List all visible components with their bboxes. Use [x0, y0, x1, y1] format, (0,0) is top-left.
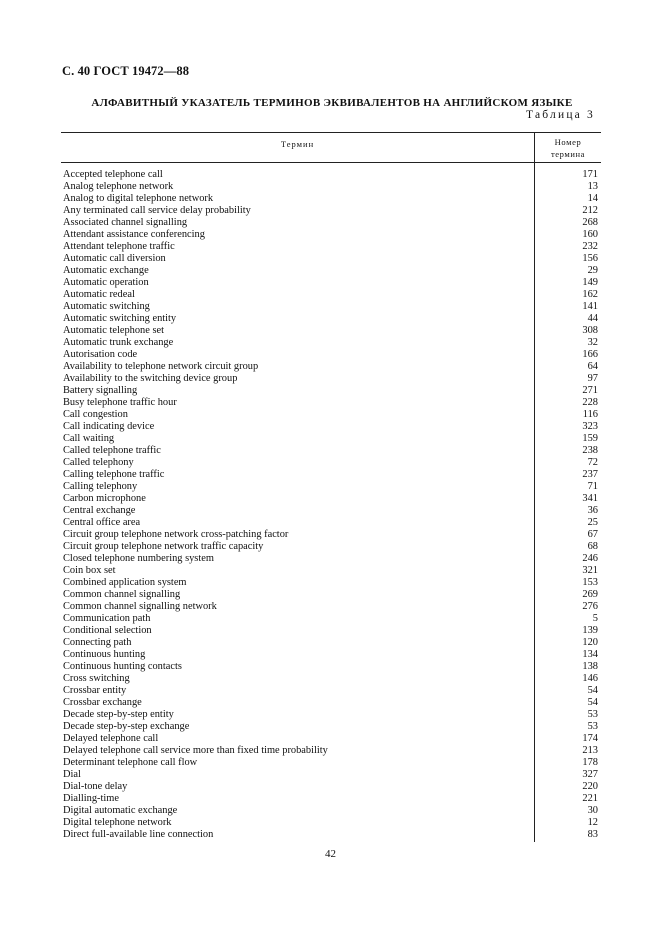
- table-row: [61, 445, 601, 457]
- term-number: 25: [587, 517, 598, 528]
- table-row: [61, 277, 601, 289]
- table-row: [61, 229, 601, 241]
- table-row: [61, 661, 601, 673]
- term-number: 44: [587, 313, 598, 324]
- table-row: [61, 745, 601, 757]
- term-text: Decade step-by-step entity: [63, 709, 174, 720]
- term-number: 160: [582, 229, 598, 240]
- term-number: 72: [587, 457, 598, 468]
- term-text: Analog telephone network: [63, 181, 174, 192]
- page-number: 42: [325, 848, 336, 860]
- term-text: Digital telephone network: [63, 817, 172, 828]
- term-text: Continuous hunting contacts: [63, 661, 182, 672]
- table-row: [61, 589, 601, 601]
- table-top-rule: [61, 132, 601, 133]
- table-row: [61, 325, 601, 337]
- term-text: Dial: [63, 769, 81, 780]
- term-text: Battery signalling: [63, 385, 138, 396]
- term-text: Continuous hunting: [63, 649, 146, 660]
- term-number: 71: [587, 481, 598, 492]
- term-text: Availability to the switching device group: [63, 373, 238, 384]
- table-row: [61, 217, 601, 229]
- term-number: 53: [587, 709, 598, 720]
- table-row: [61, 505, 601, 517]
- term-text: Determinant telephone call flow: [63, 757, 198, 768]
- term-number: 221: [582, 793, 598, 804]
- table-row: [61, 361, 601, 373]
- term-number: 120: [582, 637, 598, 648]
- table-row: [61, 625, 601, 637]
- table-row: [61, 529, 601, 541]
- term-number: 321: [582, 565, 598, 576]
- term-number: 341: [582, 493, 598, 504]
- term-number: 269: [582, 589, 598, 600]
- term-number: 327: [582, 769, 598, 780]
- term-number: 238: [582, 445, 598, 456]
- term-number: 67: [587, 529, 598, 540]
- term-text: Automatic trunk exchange: [63, 337, 174, 348]
- term-text: Central exchange: [63, 505, 136, 516]
- term-number: 64: [587, 361, 598, 372]
- term-text: Accepted telephone call: [63, 169, 163, 180]
- table-row: [61, 649, 601, 661]
- table-row: [61, 757, 601, 769]
- table-row: [61, 469, 601, 481]
- term-number: 36: [587, 505, 598, 516]
- term-number: 323: [582, 421, 598, 432]
- term-number: 97: [587, 373, 598, 384]
- term-text: Called telephone traffic: [63, 445, 161, 456]
- term-text: Crossbar exchange: [63, 697, 142, 708]
- term-number: 237: [582, 469, 598, 480]
- term-text: Attendant assistance conferencing: [63, 229, 205, 240]
- term-number: 54: [587, 685, 598, 696]
- table-row: [61, 265, 601, 277]
- table-row: [61, 733, 601, 745]
- term-number: 5: [592, 613, 598, 624]
- term-number: 213: [582, 745, 598, 756]
- term-number: 83: [587, 829, 598, 840]
- term-number: 53: [587, 721, 598, 732]
- term-text: Delayed telephone call service more than fixed time probability: [63, 745, 328, 756]
- table-header-rule: [61, 162, 601, 163]
- term-number: 116: [582, 409, 598, 420]
- term-text: Combined application system: [63, 577, 187, 588]
- term-text: Central office area: [63, 517, 141, 528]
- table-row: [61, 169, 601, 181]
- term-text: Attendant telephone traffic: [63, 241, 175, 252]
- term-text: Carbon microphone: [63, 493, 146, 504]
- table-row: [61, 493, 601, 505]
- table-row: [61, 289, 601, 301]
- term-text: Communication path: [63, 613, 151, 624]
- term-text: Associated channel signalling: [63, 217, 188, 228]
- term-number: 246: [582, 553, 598, 564]
- table-row: [61, 685, 601, 697]
- table-row: [61, 457, 601, 469]
- term-text: Analog to digital telephone network: [63, 193, 214, 204]
- index-title: АЛФАВИТНЫЙ УКАЗАТЕЛЬ ТЕРМИНОВ ЭКВИВАЛЕНТОВ НА АНГЛИЙСКОМ ЯЗЫКЕ: [91, 97, 573, 109]
- table-body: [61, 169, 601, 841]
- term-text: Calling telephony: [63, 481, 138, 492]
- term-number: 29: [587, 265, 598, 276]
- term-text: Automatic telephone set: [63, 325, 164, 336]
- terms-table: [61, 132, 601, 842]
- term-text: Conditional selection: [63, 625, 152, 636]
- table-row: [61, 181, 601, 193]
- table-row: [61, 385, 601, 397]
- table-row: [61, 793, 601, 805]
- term-text: Cross switching: [63, 673, 130, 684]
- table-row: [61, 541, 601, 553]
- term-text: Crossbar entity: [63, 685, 127, 696]
- table-row: [61, 193, 601, 205]
- term-number: 232: [582, 241, 598, 252]
- term-number: 138: [582, 661, 598, 672]
- table-row: [61, 481, 601, 493]
- term-text: Dialling-time: [63, 793, 119, 804]
- table-row: [61, 433, 601, 445]
- term-number: 14: [587, 193, 598, 204]
- term-number: 13: [587, 181, 598, 192]
- term-text: Coin box set: [63, 565, 116, 576]
- table-row: [61, 613, 601, 625]
- term-number: 153: [582, 577, 598, 588]
- term-number: 12: [587, 817, 598, 828]
- term-number: 212: [582, 205, 598, 216]
- table-row: [61, 373, 601, 385]
- term-number: 166: [582, 349, 598, 360]
- term-text: Automatic redeal: [63, 289, 135, 300]
- term-text: Any terminated call service delay probability: [63, 205, 251, 216]
- term-text: Common channel signalling: [63, 589, 181, 600]
- term-number: 171: [582, 169, 598, 180]
- table-row: [61, 253, 601, 265]
- term-number: 308: [582, 325, 598, 336]
- table-row: [61, 301, 601, 313]
- term-text: Automatic call diversion: [63, 253, 166, 264]
- term-number: 149: [582, 277, 598, 288]
- table-row: [61, 769, 601, 781]
- term-number: 139: [582, 625, 598, 636]
- term-number: 271: [582, 385, 598, 396]
- column-header-number: [535, 136, 601, 160]
- term-text: Connecting path: [63, 637, 132, 648]
- column-header-number-line2: термина: [550, 149, 586, 159]
- table-row: [61, 697, 601, 709]
- table-row: [61, 313, 601, 325]
- term-number: 162: [582, 289, 598, 300]
- term-number: 220: [582, 781, 598, 792]
- term-number: 141: [582, 301, 598, 312]
- term-text: Automatic operation: [63, 277, 149, 288]
- table-row: [61, 601, 601, 613]
- table-row: [61, 817, 601, 829]
- term-text: Availability to telephone network circuit group: [63, 361, 259, 372]
- term-text: Automatic switching: [63, 301, 150, 312]
- table-row: [61, 721, 601, 733]
- term-text: Automatic switching entity: [63, 313, 177, 324]
- table-row: [61, 673, 601, 685]
- term-text: Call waiting: [63, 433, 115, 444]
- term-number: 228: [582, 397, 598, 408]
- term-text: Delayed telephone call: [63, 733, 159, 744]
- term-text: Common channel signalling network: [63, 601, 217, 612]
- table-row: [61, 781, 601, 793]
- table-row: [61, 829, 601, 841]
- term-number: 276: [582, 601, 598, 612]
- term-number: 30: [587, 805, 598, 816]
- table-row: [61, 517, 601, 529]
- table-row: [61, 409, 601, 421]
- table-row: [61, 709, 601, 721]
- term-number: 54: [587, 697, 598, 708]
- term-number: 134: [582, 649, 598, 660]
- table-row: [61, 577, 601, 589]
- term-text: Circuit group telephone network traffic capacity: [63, 541, 264, 552]
- table-row: [61, 397, 601, 409]
- table-row: [61, 805, 601, 817]
- term-text: Closed telephone numbering system: [63, 553, 214, 564]
- term-number: 268: [582, 217, 598, 228]
- column-header-number-line1: Номер: [554, 137, 582, 147]
- term-text: Digital automatic exchange: [63, 805, 178, 816]
- term-text: Direct full-available line connection: [63, 829, 214, 840]
- column-header-term: Термин: [280, 139, 315, 149]
- term-number: 146: [582, 673, 598, 684]
- term-number: 178: [582, 757, 598, 768]
- table-row: [61, 637, 601, 649]
- term-number: 68: [587, 541, 598, 552]
- term-number: 156: [582, 253, 598, 264]
- table-row: [61, 241, 601, 253]
- term-text: Called telephony: [63, 457, 134, 468]
- term-text: Call indicating device: [63, 421, 155, 432]
- term-text: Autorisation code: [63, 349, 138, 360]
- table-label: Таблица 3: [526, 109, 595, 121]
- table-row: [61, 421, 601, 433]
- term-number: 32: [587, 337, 598, 348]
- term-text: Call congestion: [63, 409, 128, 420]
- table-row: [61, 349, 601, 361]
- term-text: Busy telephone traffic hour: [63, 397, 177, 408]
- term-number: 174: [582, 733, 598, 744]
- page-header: С. 40 ГОСТ 19472—88: [62, 64, 190, 78]
- term-text: Automatic exchange: [63, 265, 149, 276]
- term-text: Calling telephone traffic: [63, 469, 165, 480]
- term-text: Dial-tone delay: [63, 781, 128, 792]
- table-row: [61, 337, 601, 349]
- term-text: Decade step-by-step exchange: [63, 721, 190, 732]
- term-number: 159: [582, 433, 598, 444]
- term-text: Circuit group telephone network cross-patching factor: [63, 529, 289, 540]
- table-row: [61, 565, 601, 577]
- table-row: [61, 205, 601, 217]
- table-row: [61, 553, 601, 565]
